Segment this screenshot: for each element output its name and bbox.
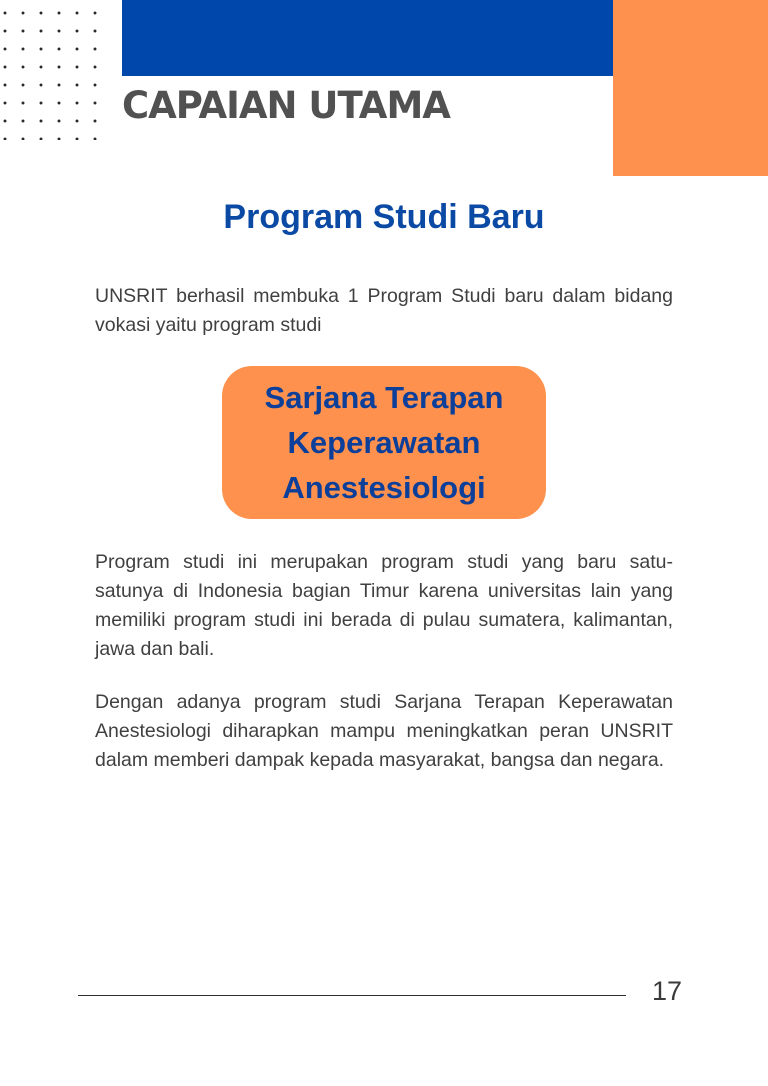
blue-header-bar: [122, 0, 613, 76]
dot-grid-decoration: [0, 0, 100, 140]
program-name-highlight: [222, 366, 546, 519]
intro-paragraph: UNSRIT berhasil membuka 1 Program Studi baru dalam bidang vokasi yaitu program studi: [95, 285, 673, 336]
closing-paragraph: Dengan adanya program studi Sarjana Terapan Keperawatan Anestesiologi diharapkan mampu meningkatkan peran UNSRIT dalam memberi dampak kepada masyarakat, bangsa dan negara.: [95, 691, 673, 771]
orange-corner-block: [613, 0, 768, 176]
page-number: 17: [652, 976, 683, 1006]
program-name-text: Sarjana Terapan Keperawatan Anestesiologi: [264, 380, 504, 505]
page-subtitle: Program Studi Baru: [223, 198, 545, 236]
description-paragraph: Program studi ini merupakan program studi yang baru satu-satunya di Indonesia bagian Timur karena universitas lain yang memiliki program studi ini berada di pulau sumatera, kalimantan, jawa dan bali.: [95, 551, 673, 660]
footer-divider: [78, 995, 626, 996]
section-title: CAPAIAN UTAMA: [122, 84, 450, 127]
